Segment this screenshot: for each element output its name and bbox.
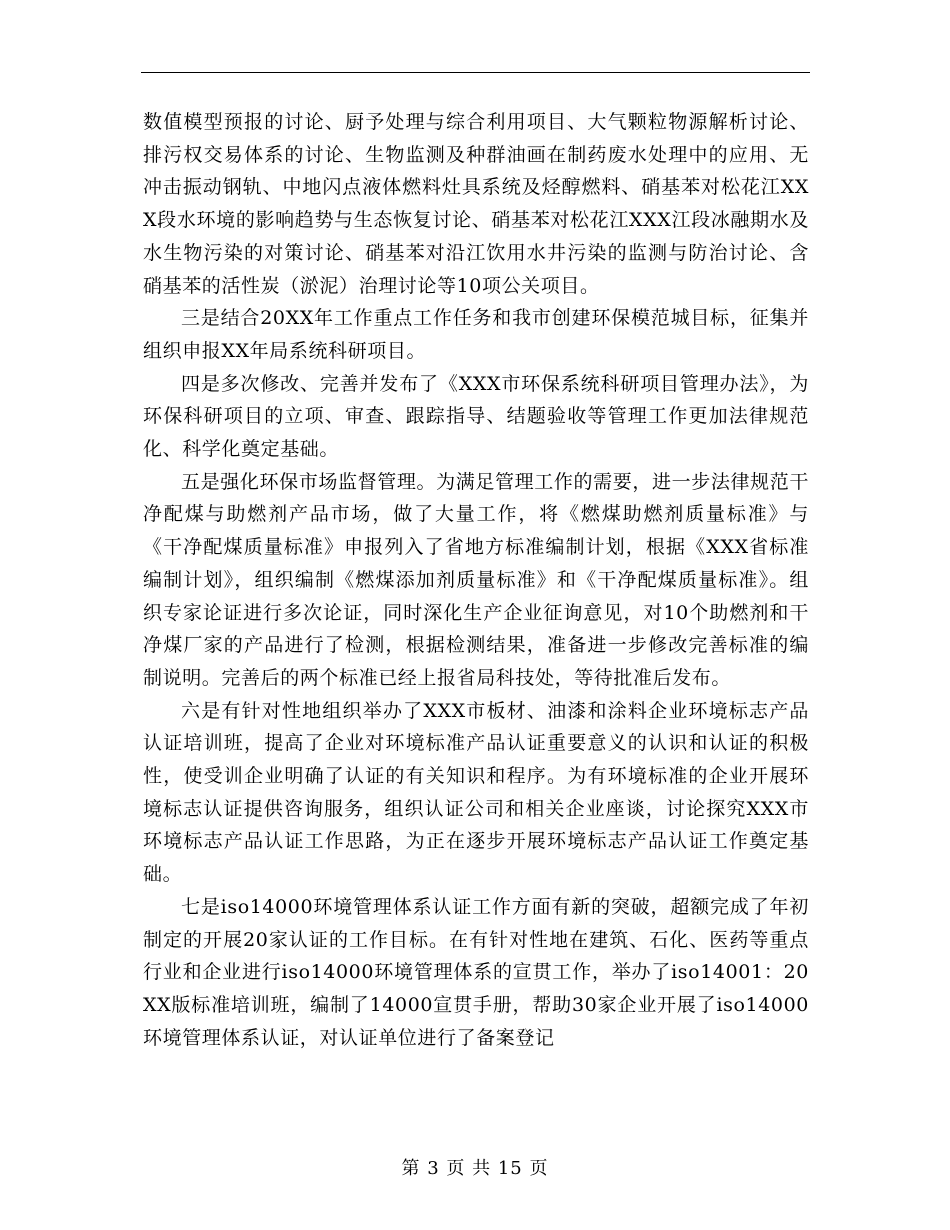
paragraph-item-six: 六是有针对性地组织举办了XXX市板材、油漆和涂料企业环境标志产品认证培训班，提高了企业对环境标准产品认证重要意义的认识和认证的积极性，使受训企业明确了认证的有关知识和程序。为有环境标准的企业开展环境标志认证提供咨询服务，组织认证公司和相关企业座谈，讨论探究XXX市环境标志产品认证工作思路，为正在逐步开展环境标志产品认证工作奠定基础。	[143, 699, 809, 886]
paragraph-item-seven: 七是iso14000环境管理体系认证工作方面有新的突破，超额完成了年初制定的开展20家认证的工作目标。在有针对性地在建筑、石化、医药等重点行业和企业进行iso14000环境管理体系的宣贯工作，举办了iso14001：20XX版标准培训班，编制了14000宣贯手册，帮助30家企业开展了iso14000环境管理体系认证，对认证单位进行了备案登记	[143, 895, 809, 1049]
document-body	[143, 106, 809, 1054]
paragraph-continuation: 数值模型预报的讨论、厨予处理与综合利用项目、大气颗粒物源解析讨论、排污权交易体系的讨论、生物监测及种群油画在制药废水处理中的应用、无冲击振动钢轨、中地闪点液体燃料灶具系统及烃醇燃料、硝基苯对松花江XXX段水环境的影响趋势与生态恢复讨论、硝基苯对松花江XXX江段冰融期水及水生物污染的对策讨论、硝基苯对沿江饮用水井污染的监测与防治讨论、含硝基苯的活性炭（淤泥）治理讨论等10项公关项目。	[143, 111, 809, 297]
paragraph-item-three: 三是结合20XX年工作重点工作任务和我市创建环保模范城目标，征集并组织申报XX年局系统科研项目。	[143, 307, 809, 362]
header-rule	[141, 72, 810, 73]
page-number-footer: 第 3 页 共 15 页	[401, 1158, 549, 1179]
paragraph-item-five: 五是强化环保市场监督管理。为满足管理工作的需要，进一步法律规范干净配煤与助燃剂产品市场，做了大量工作，将《燃煤助燃剂质量标准》与《干净配煤质量标准》申报列入了省地方标准编制计划，根据《XXX省标准编制计划》，组织编制《燃煤添加剂质量标准》和《干净配煤质量标准》。组织专家论证进行多次论证，同时深化生产企业征询意见，对10个助燃剂和干净煤厂家的产品进行了检测，根据检测结果，准备进一步修改完善标准的编制说明。完善后的两个标准已经上报省局科技处，等待批准后发布。	[143, 470, 809, 689]
paragraph-item-four: 四是多次修改、完善并发布了《XXX市环保系统科研项目管理办法》，为环保科研项目的立项、审查、跟踪指导、结题验收等管理工作更加法律规范化、科学化奠定基础。	[143, 372, 809, 461]
